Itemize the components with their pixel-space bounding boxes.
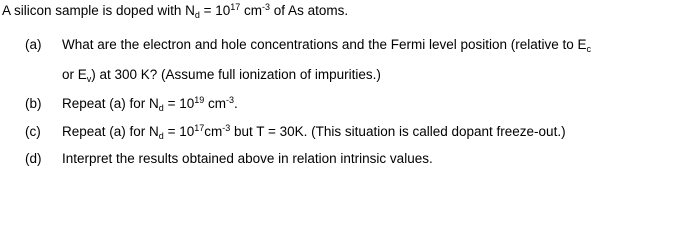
part-b-exponent-minus3: -3 [225, 95, 234, 105]
intro-text-3: cm [240, 3, 263, 18]
part-b-text-3: cm [204, 96, 226, 111]
part-c-subscript-d: d [158, 131, 164, 141]
part-c-text-1: Repeat (a) for N [62, 124, 159, 139]
intro-exponent-minus3: -3 [262, 2, 271, 12]
intro-subscript-d: d [194, 10, 200, 20]
part-d-text-1: Interpret the results obtained above in relation intrinsic values. [62, 151, 433, 166]
part-c-exponent-17: 17 [194, 123, 205, 133]
part-c-label: (c) [25, 124, 41, 139]
intro-text-4: of As atoms. [270, 3, 349, 18]
part-b-text-2: = 10 [163, 96, 195, 111]
part-a-text-1: What are the electron and hole concentrations and the Fermi level position (relative to E [62, 37, 587, 52]
part-b-exponent-19: 19 [194, 95, 205, 105]
intro-exponent-17: 17 [230, 2, 241, 12]
part-c-text-2: = 10 [163, 124, 195, 139]
part-b-subscript-d: d [158, 103, 164, 113]
part-b-text-1: Repeat (a) for N [62, 96, 159, 111]
part-a-text-line1 [62, 37, 591, 53]
part-b-label: (b) [25, 96, 42, 111]
intro-text-1: A silicon sample is doped with N [2, 3, 195, 18]
part-c-text-3: cm [204, 124, 223, 139]
problem-intro [2, 3, 348, 19]
part-b-text [62, 96, 238, 112]
part-a-label: (a) [25, 37, 42, 52]
part-a-text-line2 [62, 67, 381, 83]
part-b-text-4: . [234, 96, 238, 111]
part-c-exponent-minus3: -3 [222, 123, 231, 133]
part-a-text-2: or E [62, 67, 87, 82]
part-a-text-3: ) at 300 K? (Assume full ionization of impurities.) [91, 67, 381, 82]
part-a-subscript-c: c [586, 44, 592, 54]
part-c-text [62, 124, 566, 140]
part-d-label: (d) [25, 151, 42, 166]
intro-text-2: = 10 [199, 3, 231, 18]
part-d-text [62, 151, 433, 167]
part-a-subscript-v: v [86, 74, 92, 84]
part-c-text-4: but T = 30K. (This situation is called dopant freeze-out.) [230, 124, 566, 139]
